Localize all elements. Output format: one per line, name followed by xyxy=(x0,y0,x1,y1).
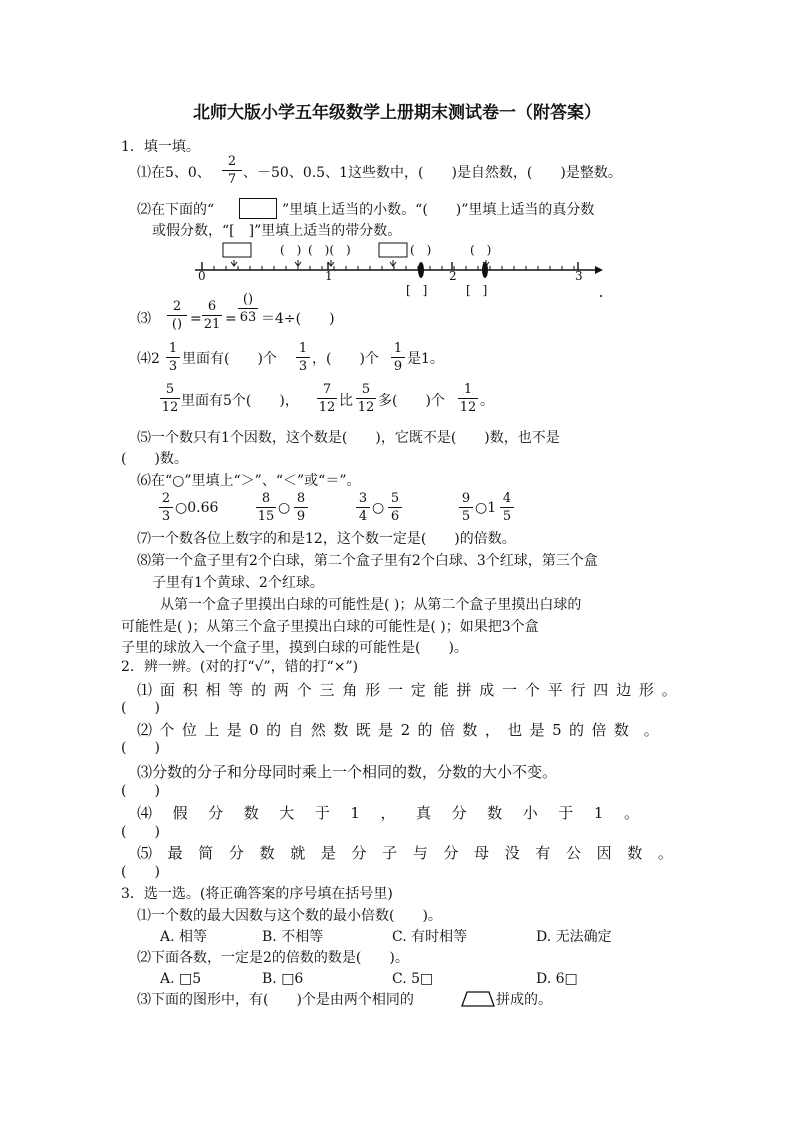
tf-item-1: ⑴ 面 积 相 等 的 两 个 三 角 形 一 定 能 拼 成 一 个 平 行 四 边 形 。 xyxy=(137,681,677,699)
q6-text: ⑹在“○”里填上“＞”、“＜”或“＝”。 xyxy=(137,473,361,489)
mc-q3-a: ⑶下面的图形中，有( )个是由两个相同的 xyxy=(137,992,414,1008)
q6-c2-frac1: 8 15 xyxy=(257,491,275,524)
q3-eq1: = xyxy=(190,311,202,327)
q2-answer-box xyxy=(239,198,277,219)
page-title: 北师大版小学五年级数学上册期末测试卷一（附答案） xyxy=(193,103,601,123)
tf-paren-1: ( ) xyxy=(121,700,160,716)
q4-l1-frac2: 1 3 xyxy=(296,342,310,373)
q4-l1-a: ⑷2 xyxy=(137,351,160,367)
q4-l2-c: 多( )个 xyxy=(378,393,445,409)
q1-text-a: ⑴在5、0、 xyxy=(137,165,211,181)
trapezoid-icon xyxy=(460,990,496,1008)
mc-q1: ⑴一个数的最大因数与这个数的最小倍数( )。 xyxy=(137,908,442,924)
tf-item-4: ⑷ 假 分 数 大 于 1 ， 真 分 数 小 于 1 。 xyxy=(137,804,639,822)
q4-l1-c: ，( )个 xyxy=(312,351,379,367)
mc-q1-opt-a: A. 相等 xyxy=(160,929,208,945)
mc-q1-opt-b: B. 不相等 xyxy=(262,929,324,945)
q6-c4-mid: ○1 xyxy=(475,500,497,516)
q4-l2-frac1: 5 12 xyxy=(161,382,179,415)
nl-bracket-1: [ ] xyxy=(406,283,428,297)
q1-text-b: 、－50、0.5、1这些数中，( )是自然数，( )是整数。 xyxy=(243,165,622,181)
q2-line2: 或假分数，“[ ]”里填上适当的带分数。 xyxy=(152,223,402,239)
q8-line4: 可能性是( )；从第三个盒子里摸出白球的可能性是( )；如果把3个盒 xyxy=(121,619,539,635)
q3-rest: ＝4÷( ) xyxy=(261,311,335,327)
mc-q2-opt-b: B. □6 xyxy=(262,971,304,987)
nl-bracket-2: [ ] xyxy=(466,283,488,297)
section-2-heading: 2．辨一辨。(对的打“√”，错的打“×”) xyxy=(121,659,359,675)
q7-text: ⑺一个数各位上数字的和是12，这个数一定是( )的倍数。 xyxy=(137,531,516,547)
q8-line2: 子里有1个黄球、2个红球。 xyxy=(152,575,324,591)
nl-paren-2: ( )( ) xyxy=(308,243,351,257)
q4-l2-a: 里面有5个( )， xyxy=(181,393,299,409)
section-1-heading: 1．填一填。 xyxy=(121,139,200,155)
tick-label-1: 1 xyxy=(325,269,333,283)
q3-fraction-2: 6 21 xyxy=(203,299,221,332)
tf-item-5: ⑸ 最 简 分 数 就 是 分 子 与 分 母 没 有 公 因 数 。 xyxy=(137,844,673,862)
q3-fraction-3: () 63 xyxy=(239,292,257,325)
q8-line1: ⑻第一个盒子里有2个白球，第二个盒子里有2个白球、3个红球，第三个盒 xyxy=(137,553,598,569)
q2-line1-b: ”里填上适当的小数。“( )”里填上适当的真分数 xyxy=(282,202,595,218)
q6-c1-frac: 2 3 xyxy=(159,492,173,523)
q6-c3-frac1: 3 4 xyxy=(356,492,370,523)
nl-paren-3: ( ) xyxy=(410,243,432,257)
q6-c2-mid: ○ xyxy=(278,500,291,516)
mc-q1-opt-c: C. 有时相等 xyxy=(392,929,468,945)
q4-l2-b: 比 xyxy=(339,393,353,409)
q4-l2-frac3: 5 12 xyxy=(357,382,375,415)
mc-q2-opt-c: C. 5□ xyxy=(392,971,434,987)
q3-eq2: = xyxy=(225,311,237,327)
q4-l2-d: 。 xyxy=(480,393,494,409)
mc-q3-b: 拼成的。 xyxy=(496,992,552,1008)
tf-paren-4: ( ) xyxy=(121,824,160,840)
q6-c4-frac2: 4 5 xyxy=(500,492,514,523)
tf-paren-3: ( ) xyxy=(121,783,160,799)
tick-label-2: 2 xyxy=(449,269,457,283)
mc-q2-opt-a: A. □5 xyxy=(160,971,202,987)
q6-c2-frac2: 8 9 xyxy=(294,492,308,523)
q6-c4-frac1: 9 5 xyxy=(459,492,473,523)
q4-l1-frac3: 1 9 xyxy=(391,342,405,373)
q4-l1-b: 里面有( )个 xyxy=(182,351,277,367)
tick-label-0: 0 xyxy=(198,269,206,283)
q4-l1-frac1: 1 3 xyxy=(166,342,180,373)
tf-paren-5: ( ) xyxy=(121,864,160,880)
q5-line2: ( )数。 xyxy=(121,451,188,467)
q4-l2-frac4: 1 12 xyxy=(459,382,477,415)
tf-item-3: ⑶分数的分子和分母同时乘上一个相同的数，分数的大小不变。 xyxy=(137,763,558,781)
q8-line3: 从第一个盒子里摸出白球的可能性是( )；从第二个盒子里摸出白球的 xyxy=(160,597,582,613)
tf-item-2: ⑵ 个 位 上 是 0 的 自 然 数 既 是 2 的 倍 数 ， 也 是 5 的 倍 数 。 xyxy=(137,721,659,739)
q6-c1-rest: ○0.66 xyxy=(175,500,219,516)
q8-line5: 子里的球放入一个盒子里，摸到白球的可能性是( )。 xyxy=(121,640,468,656)
q4-l1-d: 是1。 xyxy=(407,351,444,367)
q2-line1-a: ⑵在下面的“ xyxy=(137,202,215,218)
nl-paren-1: ( ) xyxy=(280,243,302,257)
q6-c3-mid: ○ xyxy=(372,500,385,516)
nl-paren-4: ( ) xyxy=(470,243,492,257)
q5-line1: ⑸一个数只有1个因数，这个数是( )，它既不是( )数，也不是 xyxy=(137,430,560,446)
mc-q1-opt-d: D. 无法确定 xyxy=(536,929,612,945)
q6-c3-frac2: 5 6 xyxy=(388,492,402,523)
tick-label-3: 3 xyxy=(575,269,583,283)
mc-q2: ⑵下面各数，一定是2的倍数的数是( )。 xyxy=(137,950,409,966)
q1-fraction: 2 7 xyxy=(222,155,242,186)
tf-paren-2: ( ) xyxy=(121,740,160,756)
q3-fraction-1: 2 () xyxy=(167,300,187,331)
section-3-heading: 3．选一选。(将正确答案的序号填在括号里) xyxy=(121,886,393,902)
mc-q2-opt-d: D. 6□ xyxy=(536,971,578,987)
q3-label: ⑶ xyxy=(137,311,151,327)
q4-l2-frac2: 7 12 xyxy=(318,382,336,415)
